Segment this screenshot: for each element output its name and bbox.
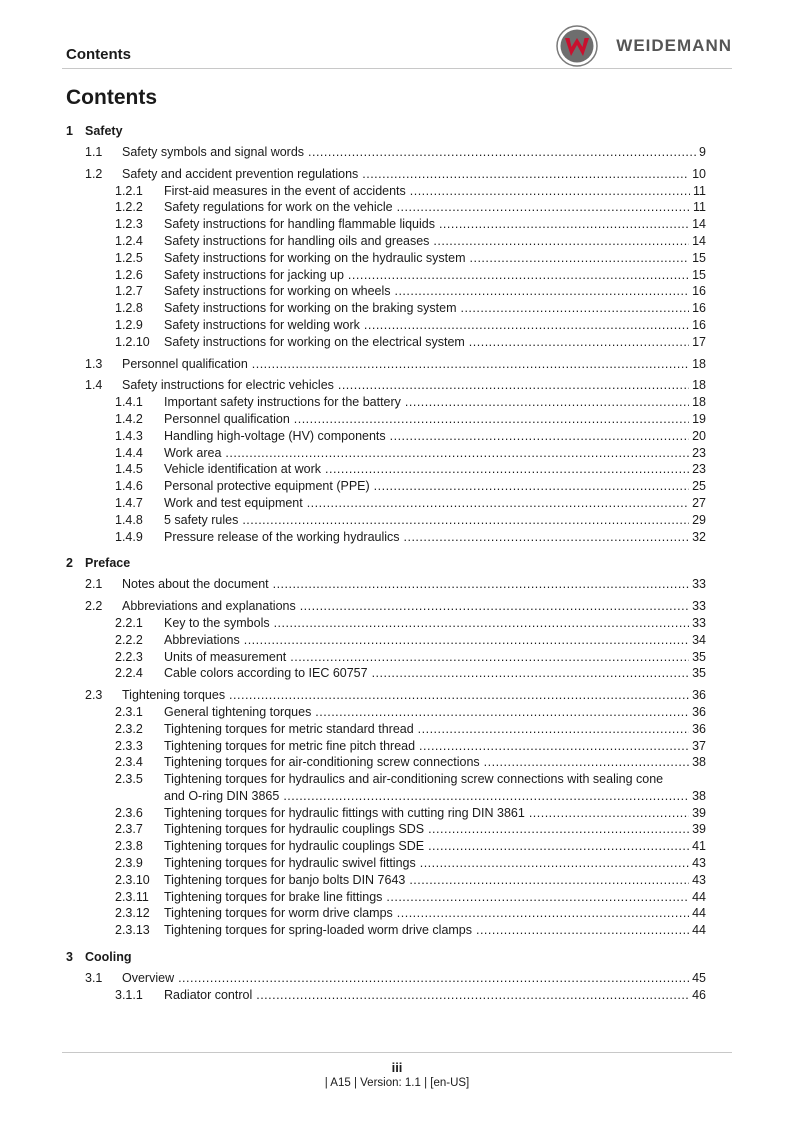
toc-subsection-title: Radiator control ..... bbox=[164, 987, 689, 1004]
toc-subsection-title: Personnel qualification ..... bbox=[164, 411, 689, 428]
toc-subsection[interactable] bbox=[66, 704, 706, 721]
toc-subsection-number: 1.2.8 bbox=[115, 301, 143, 316]
toc-subsection-number: 1.2.9 bbox=[115, 317, 143, 332]
toc-section[interactable] bbox=[66, 166, 706, 183]
toc-subsection-page: 29 bbox=[692, 512, 706, 527]
toc-subsection[interactable] bbox=[66, 495, 706, 512]
toc-subsection-title: Important safety instructions for the battery ..... bbox=[164, 394, 689, 411]
toc-subsection-page: 39 bbox=[692, 822, 706, 837]
toc-subsection[interactable] bbox=[66, 445, 706, 462]
toc-subsection[interactable] bbox=[66, 987, 706, 1004]
toc-section-page: 45 bbox=[692, 971, 706, 986]
toc-subsection-title: Work area ..... bbox=[164, 445, 689, 462]
toc-subsection[interactable] bbox=[66, 411, 706, 428]
toc-subsection-number: 1.4.8 bbox=[115, 512, 143, 527]
brand bbox=[556, 26, 732, 66]
toc-subsection[interactable] bbox=[66, 872, 706, 889]
toc-subsection-title: 5 safety rules ..... bbox=[164, 512, 689, 529]
toc-subsection-page: 18 bbox=[692, 395, 706, 410]
toc-subsection[interactable] bbox=[66, 216, 706, 233]
toc-subsection[interactable] bbox=[66, 665, 706, 682]
toc-section[interactable] bbox=[66, 576, 706, 593]
toc-subsection[interactable] bbox=[66, 334, 706, 351]
toc-subsection[interactable] bbox=[66, 267, 706, 284]
toc-subsection[interactable] bbox=[66, 233, 706, 250]
toc-subsection[interactable] bbox=[66, 183, 706, 200]
toc-subsection-number: 1.4.5 bbox=[115, 462, 143, 477]
toc-subsection[interactable] bbox=[66, 632, 706, 649]
toc-subsection-title: Safety instructions for handling oils and greases ..... bbox=[164, 233, 689, 250]
toc-subsection[interactable] bbox=[66, 529, 706, 546]
toc-subsection-title: Vehicle identification at work ..... bbox=[164, 461, 689, 478]
toc-subsection[interactable] bbox=[66, 805, 706, 822]
toc-section-number: 1.4 bbox=[85, 378, 103, 393]
toc-section-title: Safety and accident prevention regulations ..... bbox=[122, 166, 689, 183]
toc-subsection-title: Tightening torques for spring-loaded worm drive clamps ..... bbox=[164, 922, 689, 939]
toc-subsection[interactable] bbox=[66, 394, 706, 411]
toc-subsection-number: 2.2.1 bbox=[115, 615, 143, 630]
toc-subsection[interactable] bbox=[66, 300, 706, 317]
toc-subsection-number: 1.2.2 bbox=[115, 200, 143, 215]
toc-subsection[interactable] bbox=[66, 317, 706, 334]
toc-subsection-page: 14 bbox=[692, 217, 706, 232]
page-title: Contents bbox=[66, 86, 157, 109]
toc-subsection-page: 25 bbox=[692, 479, 706, 494]
toc-subsection[interactable] bbox=[66, 738, 706, 755]
toc-subsection-title: Safety instructions for working on the electrical system ..... bbox=[164, 334, 689, 351]
toc-subsection-page: 11 bbox=[693, 200, 706, 215]
toc-subsection-number: 2.2.4 bbox=[115, 666, 143, 681]
toc-subsection-page: 14 bbox=[692, 233, 706, 248]
toc-section-title: Safety instructions for electric vehicles ..... bbox=[122, 377, 689, 394]
toc-subsection-number: 1.2.6 bbox=[115, 267, 143, 282]
toc-subsection-title: General tightening torques ..... bbox=[164, 704, 689, 721]
toc-subsection-title: Tightening torques for banjo bolts DIN 7643 ..... bbox=[164, 872, 689, 889]
page-header bbox=[62, 24, 732, 69]
toc-chapter-title: Cooling bbox=[85, 949, 132, 964]
toc-subsection-title: Tightening torques for metric standard thread ..... bbox=[164, 721, 689, 738]
toc-subsection-page: 41 bbox=[692, 839, 706, 854]
toc-chapter-number: 1 bbox=[66, 123, 73, 138]
toc-subsection-page: 16 bbox=[692, 301, 706, 316]
header-title: Contents bbox=[66, 46, 131, 63]
toc-section[interactable] bbox=[66, 687, 706, 704]
toc-subsection[interactable] bbox=[66, 855, 706, 872]
toc-subsection-number: 1.2.3 bbox=[115, 217, 143, 232]
toc-section-page: 33 bbox=[692, 577, 706, 592]
toc-subsection-title: Cable colors according to IEC 60757 ..... bbox=[164, 665, 689, 682]
toc-subsection-title: Safety instructions for working on wheels ..... bbox=[164, 283, 689, 300]
toc-subsection-number: 1.4.4 bbox=[115, 445, 143, 460]
toc-section[interactable] bbox=[66, 356, 706, 373]
toc-subsection-page: 16 bbox=[692, 317, 706, 332]
toc-subsection-number: 1.2.1 bbox=[115, 183, 143, 198]
footer-info: | A15 | Version: 1.1 | [en-US] bbox=[324, 1077, 470, 1089]
toc-section-number: 3.1 bbox=[85, 971, 103, 986]
toc-subsection-page: 27 bbox=[692, 495, 706, 510]
toc-subsection-page: 11 bbox=[693, 183, 706, 198]
toc-subsection-page: 44 bbox=[692, 923, 706, 938]
weidemann-logo-icon bbox=[556, 25, 598, 67]
toc-subsection-title: Key to the symbols ..... bbox=[164, 615, 689, 632]
toc-subsection-page: 39 bbox=[692, 805, 706, 820]
toc-subsection-number: 1.4.3 bbox=[115, 428, 143, 443]
toc-subsection-number: 2.3.9 bbox=[115, 856, 143, 871]
toc-subsection-number: 1.4.7 bbox=[115, 495, 143, 510]
toc-subsection-page: 35 bbox=[692, 649, 706, 664]
toc-subsection[interactable] bbox=[66, 615, 706, 632]
toc-subsection-page: 43 bbox=[692, 856, 706, 871]
toc-subsection-title: Work and test equipment ..... bbox=[164, 495, 689, 512]
toc-subsection-number: 2.3.10 bbox=[115, 872, 150, 887]
toc-subsection-number: 2.3.5 bbox=[115, 772, 143, 787]
toc-subsection-continued[interactable] bbox=[66, 788, 706, 805]
toc-subsection-number: 1.4.6 bbox=[115, 479, 143, 494]
toc-subsection-page: 34 bbox=[692, 632, 706, 647]
toc-subsection-number: 2.3.1 bbox=[115, 704, 143, 719]
footer-divider bbox=[62, 1052, 732, 1053]
toc-section-title: Tightening torques ..... bbox=[122, 687, 689, 704]
table-of-contents bbox=[66, 120, 706, 1004]
toc-subsection-page: 35 bbox=[692, 666, 706, 681]
toc-section-page: 9 bbox=[699, 145, 706, 159]
toc-subsection-number: 2.3.3 bbox=[115, 738, 143, 753]
toc-subsection-page: 33 bbox=[692, 615, 706, 630]
toc-section-page: 36 bbox=[692, 688, 706, 703]
toc-subsection-title: Units of measurement ..... bbox=[164, 649, 689, 666]
toc-subsection-title: Safety instructions for working on the hydraulic system ..... bbox=[164, 250, 689, 267]
toc-subsection-page: 37 bbox=[692, 738, 706, 753]
toc-subsection-title: Safety instructions for working on the braking system ..... bbox=[164, 300, 689, 317]
toc-subsection[interactable] bbox=[66, 428, 706, 445]
toc-subsection-title: Tightening torques for brake line fittings ..... bbox=[164, 889, 689, 906]
toc-subsection-page: 17 bbox=[692, 334, 706, 349]
toc-subsection-title: Abbreviations ..... bbox=[164, 632, 689, 649]
toc-section-number: 1.3 bbox=[85, 356, 103, 371]
toc-subsection-page: 36 bbox=[692, 721, 706, 736]
toc-subsection-title-cont: and O-ring DIN 3865 ..... bbox=[164, 788, 689, 805]
toc-subsection-page: 15 bbox=[692, 250, 706, 265]
toc-subsection[interactable] bbox=[66, 283, 706, 300]
toc-subsection[interactable] bbox=[66, 889, 706, 906]
toc-subsection[interactable] bbox=[66, 649, 706, 666]
toc-subsection-number: 1.4.9 bbox=[115, 529, 143, 544]
toc-subsection-title: Safety instructions for jacking up ..... bbox=[164, 267, 689, 284]
toc-subsection-title: Tightening torques for worm drive clamps ..... bbox=[164, 905, 689, 922]
toc-subsection-number: 1.2.4 bbox=[115, 233, 143, 248]
toc-section[interactable] bbox=[66, 598, 706, 615]
toc-section-number: 2.1 bbox=[85, 577, 103, 592]
toc-subsection[interactable] bbox=[66, 838, 706, 855]
toc-subsection-number: 2.3.7 bbox=[115, 822, 143, 837]
toc-section-title: Personnel qualification ..... bbox=[122, 356, 689, 373]
toc-section-number: 2.2 bbox=[85, 599, 103, 614]
toc-subsection[interactable] bbox=[66, 512, 706, 529]
toc-subsection-number: 2.3.8 bbox=[115, 839, 143, 854]
toc-section[interactable] bbox=[66, 144, 706, 161]
toc-subsection[interactable] bbox=[66, 754, 706, 771]
toc-subsection[interactable] bbox=[66, 771, 706, 788]
toc-subsection-number: 2.3.4 bbox=[115, 755, 143, 770]
toc-subsection-title: Tightening torques for air-conditioning screw connections ..... bbox=[164, 754, 689, 771]
toc-subsection[interactable] bbox=[66, 821, 706, 838]
toc-section-page: 10 bbox=[692, 166, 706, 181]
footer-page-number: iii bbox=[391, 1060, 403, 1075]
toc-subsection[interactable] bbox=[66, 250, 706, 267]
toc-subsection-title: Tightening torques for hydraulic swivel fittings ..... bbox=[164, 855, 689, 872]
toc-subsection-number: 2.3.2 bbox=[115, 721, 143, 736]
toc-subsection-number: 2.3.13 bbox=[115, 923, 150, 938]
toc-section-title: Overview ..... bbox=[122, 970, 689, 987]
toc-subsection-page: 23 bbox=[692, 445, 706, 460]
toc-subsection-title: Handling high-voltage (HV) components ..... bbox=[164, 428, 689, 445]
toc-section-page: 18 bbox=[692, 356, 706, 371]
toc-section-number: 2.3 bbox=[85, 688, 103, 703]
toc-subsection-page: 32 bbox=[692, 529, 706, 544]
toc-subsection-title: Safety regulations for work on the vehicle ..... bbox=[164, 199, 690, 216]
toc-subsection-number: 2.3.11 bbox=[115, 889, 149, 904]
toc-subsection-number: 1.2.7 bbox=[115, 284, 143, 299]
toc-subsection-number: 2.2.3 bbox=[115, 649, 143, 664]
toc-subsection-page: 19 bbox=[692, 411, 706, 426]
toc-subsection-number: 1.2.10 bbox=[115, 334, 150, 349]
toc-subsection-title: Tightening torques for metric fine pitch thread ..... bbox=[164, 738, 689, 755]
toc-section-number: 1.2 bbox=[85, 166, 103, 181]
toc-subsection-title: Personal protective equipment (PPE) ..... bbox=[164, 478, 689, 495]
toc-subsection[interactable] bbox=[66, 478, 706, 495]
toc-section[interactable] bbox=[66, 970, 706, 987]
toc-section[interactable] bbox=[66, 377, 706, 394]
toc-subsection[interactable] bbox=[66, 922, 706, 939]
toc-subsection-number: 2.2.2 bbox=[115, 632, 143, 647]
toc-section-page: 33 bbox=[692, 599, 706, 614]
toc-subsection-title: Tightening torques for hydraulic couplings SDS ..... bbox=[164, 821, 689, 838]
toc-subsection-page: 23 bbox=[692, 462, 706, 477]
toc-subsection-title: Safety instructions for handling flammable liquids ..... bbox=[164, 216, 689, 233]
brand-name: WEIDEMANN bbox=[616, 36, 732, 55]
toc-section-title: Abbreviations and explanations ..... bbox=[122, 598, 689, 615]
toc-chapter-title: Safety bbox=[85, 123, 123, 138]
toc-subsection-page: 44 bbox=[692, 906, 706, 921]
toc-subsection[interactable] bbox=[66, 461, 706, 478]
toc-subsection-page: 46 bbox=[692, 987, 706, 1002]
toc-section-title: Safety symbols and signal words ..... bbox=[122, 144, 696, 161]
toc-section-number: 1.1 bbox=[85, 145, 103, 159]
toc-subsection-number: 1.4.1 bbox=[115, 395, 143, 410]
toc-chapter[interactable] bbox=[66, 948, 706, 965]
toc-subsection-title: Tightening torques for hydraulic fittings with cutting ring DIN 3861 ..... bbox=[164, 805, 689, 822]
toc-subsection-page: 36 bbox=[692, 704, 706, 719]
toc-chapter-title: Preface bbox=[85, 555, 131, 570]
toc-subsection-page: 16 bbox=[692, 284, 706, 299]
toc-subsection[interactable] bbox=[66, 199, 706, 216]
toc-chapter[interactable] bbox=[66, 122, 706, 139]
toc-subsection-title: Safety instructions for welding work ..... bbox=[164, 317, 689, 334]
toc-chapter-number: 2 bbox=[66, 555, 73, 570]
toc-section-page: 18 bbox=[692, 378, 706, 393]
toc-subsection[interactable] bbox=[66, 721, 706, 738]
toc-subsection-number: 1.2.5 bbox=[115, 250, 143, 265]
toc-subsection-number: 2.3.12 bbox=[115, 906, 150, 921]
toc-subsection-page: 20 bbox=[692, 428, 706, 443]
toc-subsection-title: Tightening torques for hydraulic couplings SDE ..... bbox=[164, 838, 689, 855]
toc-subsection-page: 15 bbox=[692, 267, 706, 282]
toc-subsection-number: 3.1.1 bbox=[115, 987, 143, 1002]
toc-section-title: Notes about the document ..... bbox=[122, 576, 689, 593]
toc-subsection-title: Tightening torques for hydraulics and air-conditioning screw connections with sealing cone bbox=[164, 772, 664, 787]
toc-subsection[interactable] bbox=[66, 905, 706, 922]
toc-subsection-page: 38 bbox=[692, 788, 706, 803]
toc-subsection-number: 2.3.6 bbox=[115, 805, 143, 820]
toc-subsection-number: 1.4.2 bbox=[115, 411, 143, 426]
toc-subsection-title: Pressure release of the working hydraulics ..... bbox=[164, 529, 689, 546]
toc-subsection-page: 38 bbox=[692, 755, 706, 770]
toc-subsection-title: First-aid measures in the event of accidents ..... bbox=[164, 183, 690, 200]
toc-chapter-number: 3 bbox=[66, 949, 73, 964]
toc-chapter[interactable] bbox=[66, 554, 706, 571]
toc-subsection-page: 43 bbox=[692, 872, 706, 887]
toc-subsection-page: 44 bbox=[692, 889, 706, 904]
